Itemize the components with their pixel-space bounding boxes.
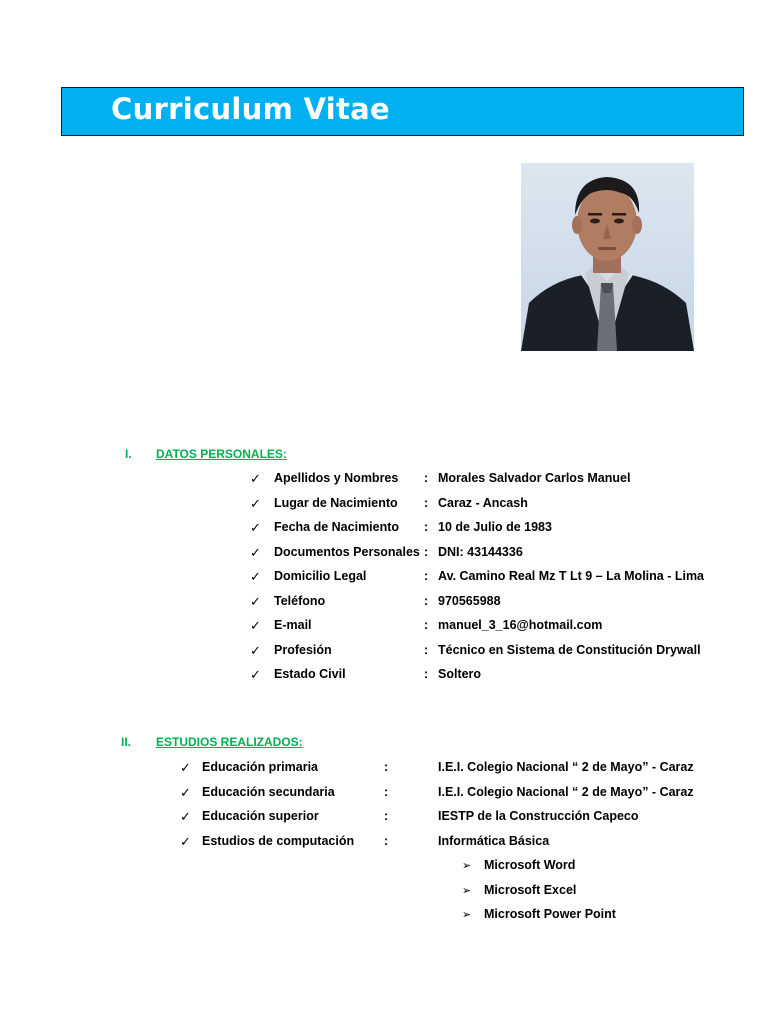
checkmark-icon: ✓ [180,809,191,824]
field-value: 970565988 [438,593,501,608]
field-label: Educación primaria [202,760,319,774]
field-label: Apellidos y Nombres [274,471,399,485]
field-label: Estudios de computación [202,833,355,848]
field-value: IESTP de la Construcción Capeco [438,809,639,823]
section-number: II. [121,735,132,749]
field-separator: : [424,520,429,534]
field-separator: : [424,544,429,559]
field-separator: : [384,809,389,823]
field-separator: : [424,618,429,632]
field-value: Técnico en Sistema de Constitución Drywall [438,642,701,657]
field-separator: : [384,833,389,848]
field-label: Educación superior [202,809,319,823]
arrow-bullet-icon: ➢ [462,884,472,897]
checkmark-icon: ✓ [250,495,261,511]
title-banner [61,87,744,136]
field-separator: : [424,642,429,657]
field-value: Soltero [438,667,482,681]
arrow-bullet-icon: ➢ [462,860,472,872]
field-value: 10 de Julio de 1983 [438,520,552,534]
field-separator: : [424,667,429,681]
field-separator: : [424,593,429,608]
checkmark-icon: ✓ [250,593,261,609]
checkmark-icon: ✓ [180,760,191,775]
section-title: DATOS PERSONALES: [156,447,287,461]
field-separator: : [384,784,389,799]
checkmark-icon: ✓ [250,642,261,658]
arrow-bullet-icon: ➢ [462,909,472,921]
portrait-photo [521,163,694,351]
field-separator: : [384,760,389,774]
checkmark-icon: ✓ [250,471,261,486]
checkmark-icon: ✓ [250,667,261,682]
field-label: Documentos Personales [274,544,420,559]
field-value: Av. Camino Real Mz T Lt 9 – La Molina - Lima [438,569,705,583]
software-name: Microsoft Word [484,858,576,872]
checkmark-icon: ✓ [250,544,261,560]
field-label: Lugar de Nacimiento [274,495,398,510]
field-label: Teléfono [274,593,326,608]
checkmark-icon: ✓ [250,569,261,584]
field-label: Estado Civil [274,667,346,681]
field-label: Educación secundaria [202,784,335,799]
field-separator: : [424,495,429,510]
field-label: E-mail [274,618,312,632]
field-value: Caraz - Ancash [438,495,528,510]
field-label: Domicilio Legal [274,569,367,583]
field-value: DNI: 43144336 [438,544,523,559]
field-label: Fecha de Nacimiento [274,520,400,534]
field-value: Informática Básica [438,833,550,848]
page-title: Curriculum Vitae [111,92,390,126]
section-number: I. [125,447,132,461]
field-separator: : [424,569,429,583]
field-value: I.E.I. Colegio Nacional “ 2 de Mayo” - Caraz [438,784,694,799]
checkmark-icon: ✓ [250,520,261,535]
field-separator: : [424,471,429,485]
software-name: Microsoft Excel [484,882,577,897]
field-value: I.E.I. Colegio Nacional “ 2 de Mayo” - Caraz [438,760,694,774]
field-value: Morales Salvador Carlos Manuel [438,471,631,485]
checkmark-icon: ✓ [250,618,261,633]
checkmark-icon: ✓ [180,833,191,849]
field-label: Profesión [274,642,332,657]
checkmark-icon: ✓ [180,784,191,800]
field-value: manuel_3_16@hotmail.com [438,618,603,632]
software-name: Microsoft Power Point [484,907,616,921]
section-title: ESTUDIOS REALIZADOS: [156,735,303,749]
portrait-photo-icon [521,163,694,351]
